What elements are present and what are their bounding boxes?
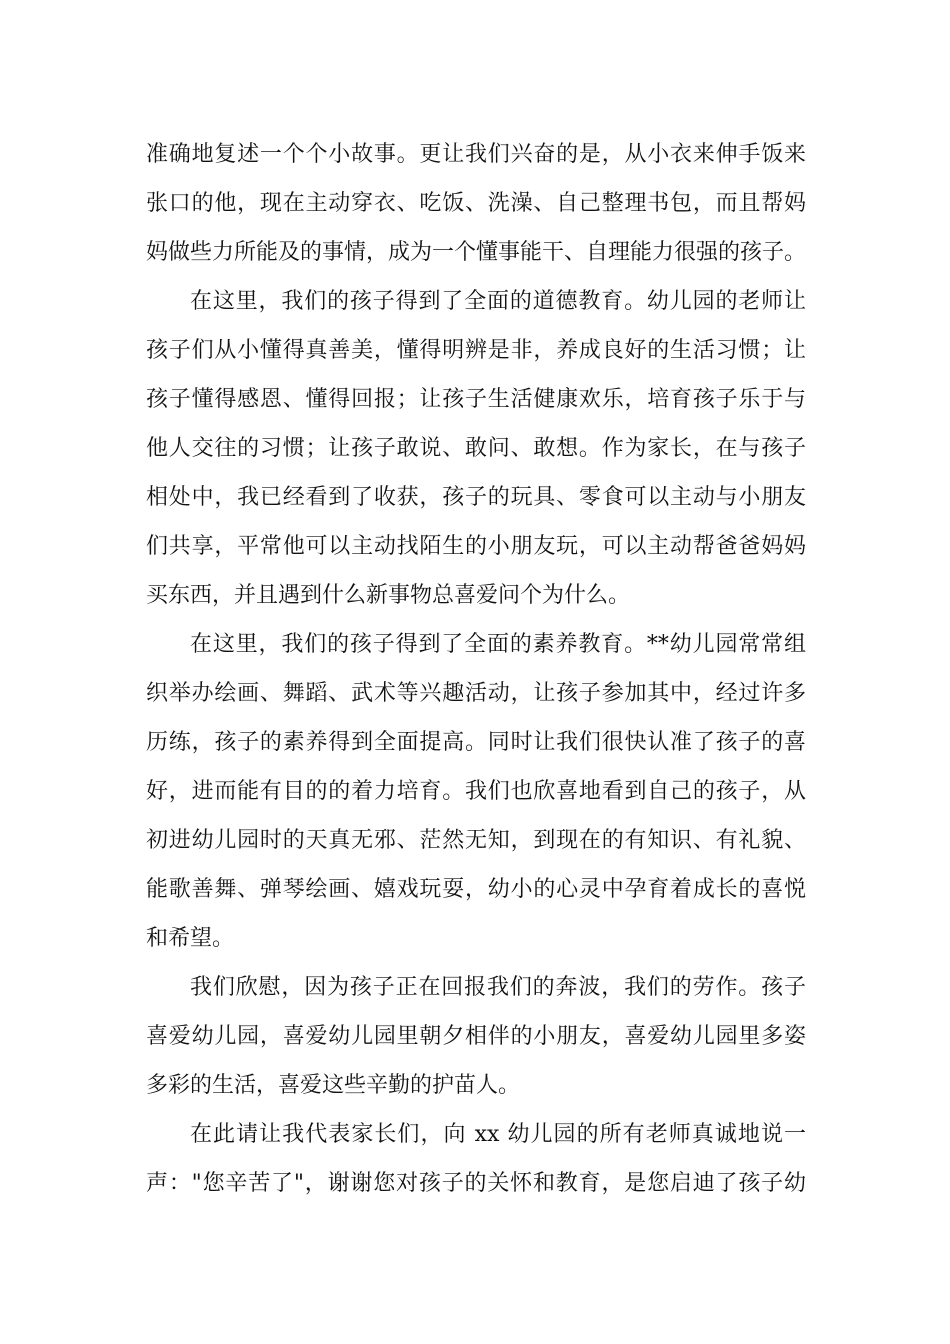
text-line: 买东西，并且遇到什么新事物总喜爱问个为什么。 <box>146 583 631 608</box>
text-line: 在这里，我们的孩子得到了全面的道德教育。幼儿园的老师让 <box>190 289 806 314</box>
text-line: 孩子们从小懂得真善美，懂得明辨是非，养成良好的生活习惯；让 <box>146 338 806 363</box>
text-line: 初进幼儿园时的天真无邪、茫然无知，到现在的有知识、有礼貌、 <box>146 828 806 853</box>
text-line: 能歌善舞、弹琴绘画、嬉戏玩耍，幼小的心灵中孕育着成长的喜悦 <box>146 877 806 902</box>
text-line: 喜爱幼儿园，喜爱幼儿园里朝夕相伴的小朋友，喜爱幼儿园里多姿 <box>146 1024 806 1049</box>
text-line: 妈做些力所能及的事情，成为一个懂事能干、自理能力很强的孩子。 <box>146 240 807 265</box>
paragraph <box>146 277 806 620</box>
text-line: 在此请让我代表家长们，向 xx 幼儿园的所有老师真诚地说一 <box>190 1122 806 1147</box>
text-line: 孩子懂得感恩、懂得回报；让孩子生活健康欢乐，培育孩子乐于与 <box>146 387 806 412</box>
text-line: 好，进而能有目的的着力培育。我们也欣喜地看到自己的孩子，从 <box>146 779 806 804</box>
paragraph <box>146 963 806 1110</box>
text-line: 他人交往的习惯；让孩子敢说、敢问、敢想。作为家长，在与孩子 <box>146 436 806 461</box>
text-line: 声："您辛苦了"，谢谢您对孩子的关怀和教育，是您启迪了孩子幼 <box>146 1171 806 1196</box>
paragraph <box>146 1110 806 1208</box>
text-line: 织举办绘画、舞蹈、武术等兴趣活动，让孩子参加其中，经过许多 <box>146 681 806 706</box>
text-line: 相处中，我已经看到了收获，孩子的玩具、零食可以主动与小朋友 <box>146 485 806 510</box>
text-line: 历练，孩子的素养得到全面提高。同时让我们很快认准了孩子的喜 <box>146 730 806 755</box>
document-body <box>146 130 806 1208</box>
text-line: 张口的他，现在主动穿衣、吃饭、洗澡、自己整理书包，而且帮妈 <box>146 191 806 216</box>
text-line: 我们欣慰，因为孩子正在回报我们的奔波，我们的劳作。孩子 <box>190 975 806 1000</box>
text-line: 多彩的生活，喜爱这些辛勤的护苗人。 <box>146 1073 521 1098</box>
paragraph <box>146 130 806 277</box>
paragraph <box>146 620 806 963</box>
text-line: 准确地复述一个个小故事。更让我们兴奋的是，从小衣来伸手饭来 <box>146 142 806 167</box>
text-line: 在这里，我们的孩子得到了全面的素养教育。**幼儿园常常组 <box>190 632 806 657</box>
text-line: 和希望。 <box>146 926 235 951</box>
text-line: 们共享，平常他可以主动找陌生的小朋友玩，可以主动帮爸爸妈妈 <box>146 534 806 559</box>
